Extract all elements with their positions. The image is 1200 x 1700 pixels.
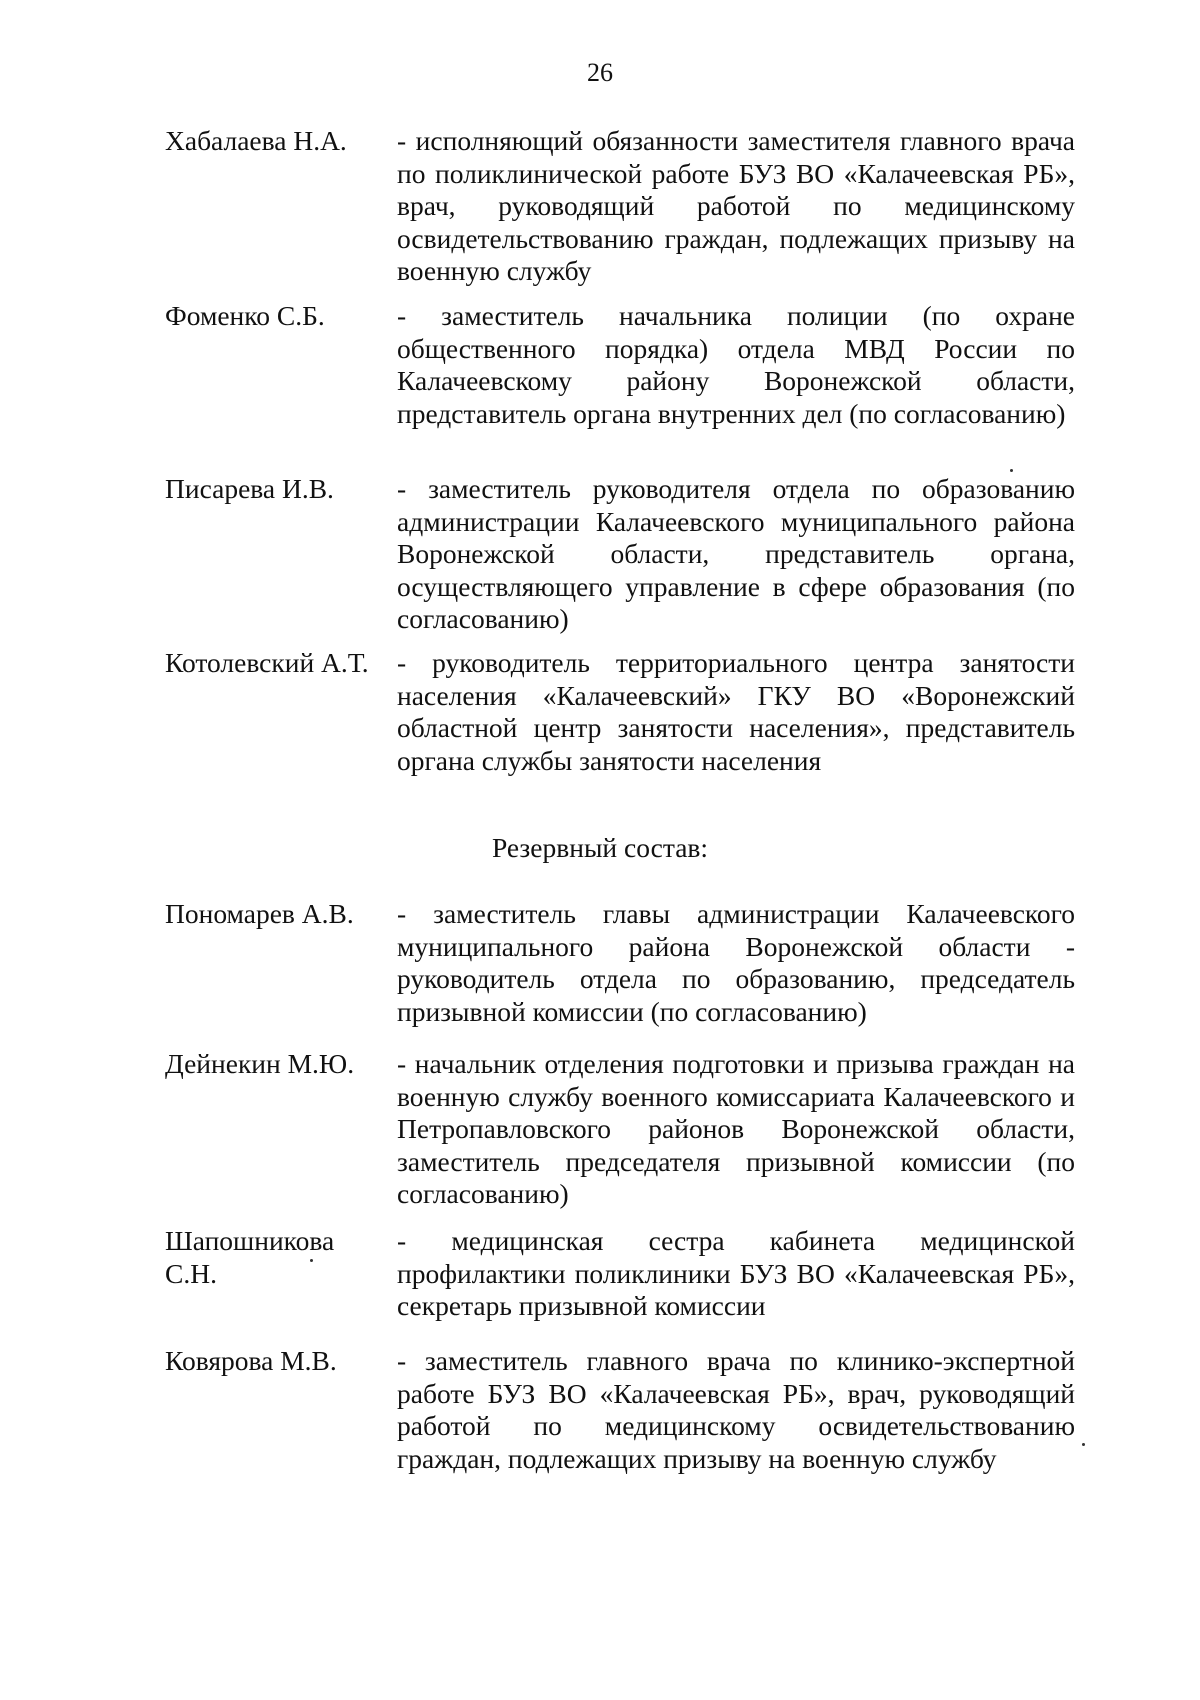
member-description: - исполняющий обязанности заместителя главного врача по поликлинической работе БУЗ ВО «Калачеевская РБ», врач, руководящий работой по медицинскому освидетельствованию граждан, подлежащих призыву на военную службу [397,125,1075,286]
scan-speck [310,1259,313,1262]
reserve-section-title: Резервный состав: [491,832,709,863]
reserve-member-entry [165,1048,1075,1211]
member-name: Котолевский А.Т. [165,647,369,678]
member-description: - медицинская сестра кабинета медицинской профилактики поликлиники БУЗ ВО «Калачеевская РБ», секретарь призывной комиссии [397,1225,1075,1321]
member-description: - заместитель руководителя отдела по образованию администрации Калачеевского муниципального района Воронежской области, представитель органа, осуществляющего управление в сфере образования (по согласованию) [397,473,1075,634]
member-description: - начальник отделения подготовки и призыва граждан на военную службу военного комиссариата Калачеевского и Петропавловского районов Воронежской области, заместитель председателя призывной комиссии (по согласованию) [397,1048,1075,1209]
scan-speck [1082,1443,1085,1446]
member-name: Пономарев А.В. [165,898,354,929]
member-name: Фоменко С.Б. [165,300,325,331]
member-name: Шапошникова С.Н. [165,1225,335,1289]
member-description: - заместитель главы администрации Калачеевского муниципального района Воронежской области - руководитель отдела по образованию, председатель призывной комиссии (по согласованию) [397,898,1075,1027]
member-name: Ковярова М.В. [165,1345,337,1376]
member-name: Писарева И.В. [165,473,334,504]
member-name: Дейнекин М.Ю. [165,1048,355,1079]
member-description: - заместитель главного врача по клинико-экспертной работе БУЗ ВО «Калачеевская РБ», врач, руководящий работой по медицинскому освидетельствованию граждан, подлежащих призыву на военную службу [397,1345,1075,1474]
member-entry [165,125,1075,288]
reserve-member-entry [165,898,1075,1028]
reserve-member-entry [165,1225,1075,1323]
reserve-member-entry [165,1345,1075,1475]
member-entry [165,647,1075,777]
scan-speck [1010,469,1013,472]
member-entry [165,300,1075,430]
member-entry [165,473,1075,636]
member-description: - руководитель территориального центра занятости населения «Калачеевский» ГКУ ВО «Воронежский областной центр занятости населения», представитель органа службы занятости населения [397,647,1075,776]
member-name: Хабалаева Н.А. [165,125,347,156]
page-number: 26 [587,58,613,87]
member-description: - заместитель начальника полиции (по охране общественного порядка) отдела МВД России по Калачеевскому району Воронежской области, представитель органа внутренних дел (по согласованию) [397,300,1075,429]
